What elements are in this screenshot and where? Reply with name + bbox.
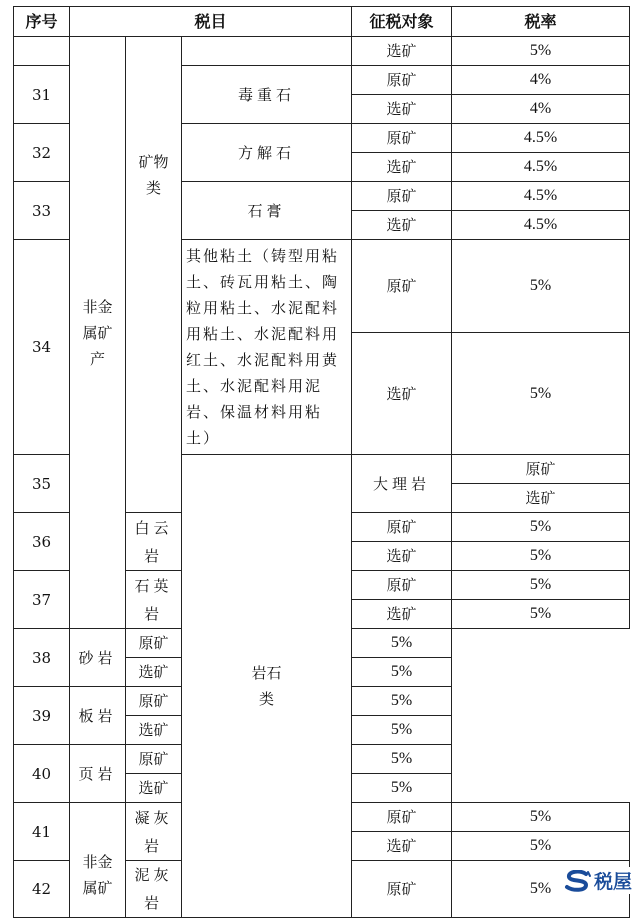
row-no: 32 bbox=[14, 124, 70, 182]
row-no: 31 bbox=[14, 66, 70, 124]
object-cell: 选矿 bbox=[126, 716, 182, 745]
object-cell: 选矿 bbox=[452, 484, 630, 513]
item-name: 大理岩 bbox=[352, 455, 452, 513]
object-cell: 原矿 bbox=[352, 182, 452, 211]
rate-cell: 5% bbox=[452, 240, 630, 333]
object-cell: 原矿 bbox=[352, 571, 452, 600]
row-no: 33 bbox=[14, 182, 70, 240]
object-cell: 原矿 bbox=[452, 455, 630, 484]
item-name: 方解石 bbox=[182, 124, 352, 182]
rate-cell: 5% bbox=[452, 542, 630, 571]
item-name: 砂岩 bbox=[70, 629, 126, 687]
rate-cell: 5% bbox=[452, 861, 630, 918]
object-cell: 选矿 bbox=[352, 37, 452, 66]
row-no: 42 bbox=[14, 861, 70, 918]
rate-cell: 5% bbox=[452, 600, 630, 629]
item-name: 板岩 bbox=[70, 687, 126, 745]
row-no: 35 bbox=[14, 455, 70, 513]
row-no: 38 bbox=[14, 629, 70, 687]
row-no bbox=[14, 37, 70, 66]
rate-cell: 5% bbox=[452, 513, 630, 542]
rate-cell: 5% bbox=[452, 571, 630, 600]
rate-cell: 4.5% bbox=[452, 182, 630, 211]
object-cell: 原矿 bbox=[352, 124, 452, 153]
category-group-1: 非金 属矿 产 bbox=[70, 37, 126, 629]
object-cell: 原矿 bbox=[352, 861, 452, 918]
rate-cell: 5% bbox=[352, 716, 452, 745]
table-row bbox=[14, 37, 630, 66]
object-cell: 原矿 bbox=[126, 745, 182, 774]
row-no: 34 bbox=[14, 240, 70, 455]
rate-cell: 4.5% bbox=[452, 211, 630, 240]
rate-cell: 5% bbox=[352, 629, 452, 658]
object-cell: 选矿 bbox=[352, 95, 452, 124]
item-name: 页岩 bbox=[70, 745, 126, 803]
subcategory-rock: 岩石 类 bbox=[182, 455, 352, 918]
rate-cell: 5% bbox=[352, 658, 452, 687]
rate-cell: 5% bbox=[452, 832, 630, 861]
header-no: 序号 bbox=[14, 7, 70, 37]
object-cell: 原矿 bbox=[352, 513, 452, 542]
object-cell: 原矿 bbox=[126, 629, 182, 658]
object-cell: 选矿 bbox=[352, 600, 452, 629]
rate-cell: 5% bbox=[352, 745, 452, 774]
subcategory-mineral: 矿物 类 bbox=[126, 37, 182, 513]
row-no: 37 bbox=[14, 571, 70, 629]
object-cell: 原矿 bbox=[352, 240, 452, 333]
rate-cell: 4% bbox=[452, 66, 630, 95]
header-rate: 税率 bbox=[452, 7, 630, 37]
header-item: 税目 bbox=[70, 7, 352, 37]
item-name: 毒重石 bbox=[182, 66, 352, 124]
rate-cell: 5% bbox=[352, 774, 452, 803]
item-name: 白云岩 bbox=[126, 513, 182, 571]
rate-cell: 5% bbox=[352, 687, 452, 716]
rate-cell: 4% bbox=[452, 95, 630, 124]
object-cell: 选矿 bbox=[352, 211, 452, 240]
rate-cell: 4.5% bbox=[452, 153, 630, 182]
object-cell: 选矿 bbox=[126, 658, 182, 687]
tax-table-wrapper bbox=[13, 6, 630, 918]
logo-text: 税屋 bbox=[593, 871, 632, 893]
item-name bbox=[182, 37, 352, 66]
item-name: 石膏 bbox=[182, 182, 352, 240]
object-cell: 选矿 bbox=[126, 774, 182, 803]
watermark-logo bbox=[562, 867, 634, 894]
resource-tax-table bbox=[13, 6, 630, 918]
row-no: 36 bbox=[14, 513, 70, 571]
object-cell: 选矿 bbox=[352, 153, 452, 182]
row-no: 41 bbox=[14, 803, 70, 861]
item-name: 泥灰岩 bbox=[126, 861, 182, 918]
object-cell: 选矿 bbox=[352, 832, 452, 861]
object-cell: 原矿 bbox=[126, 687, 182, 716]
rate-cell: 4.5% bbox=[452, 124, 630, 153]
item-name: 石英岩 bbox=[126, 571, 182, 629]
header-row bbox=[14, 7, 630, 37]
rate-cell: 5% bbox=[452, 37, 630, 66]
object-cell: 原矿 bbox=[352, 803, 452, 832]
object-cell: 原矿 bbox=[352, 66, 452, 95]
rate-cell: 5% bbox=[452, 803, 630, 832]
category-group-2: 非金 属矿 bbox=[70, 803, 126, 918]
item-name: 凝灰岩 bbox=[126, 803, 182, 861]
row-no: 40 bbox=[14, 745, 70, 803]
header-object: 征税对象 bbox=[352, 7, 452, 37]
logo-s-icon bbox=[564, 870, 592, 892]
item-name: 其他粘土（铸型用粘土、砖瓦用粘土、陶粒用粘土、水泥配料用粘土、水泥配料用红土、水泥配料用黄土、水泥配料用泥岩、保温材料用粘土） bbox=[182, 240, 352, 455]
row-no: 39 bbox=[14, 687, 70, 745]
rate-cell: 5% bbox=[452, 333, 630, 455]
object-cell: 选矿 bbox=[352, 542, 452, 571]
object-cell: 选矿 bbox=[352, 333, 452, 455]
